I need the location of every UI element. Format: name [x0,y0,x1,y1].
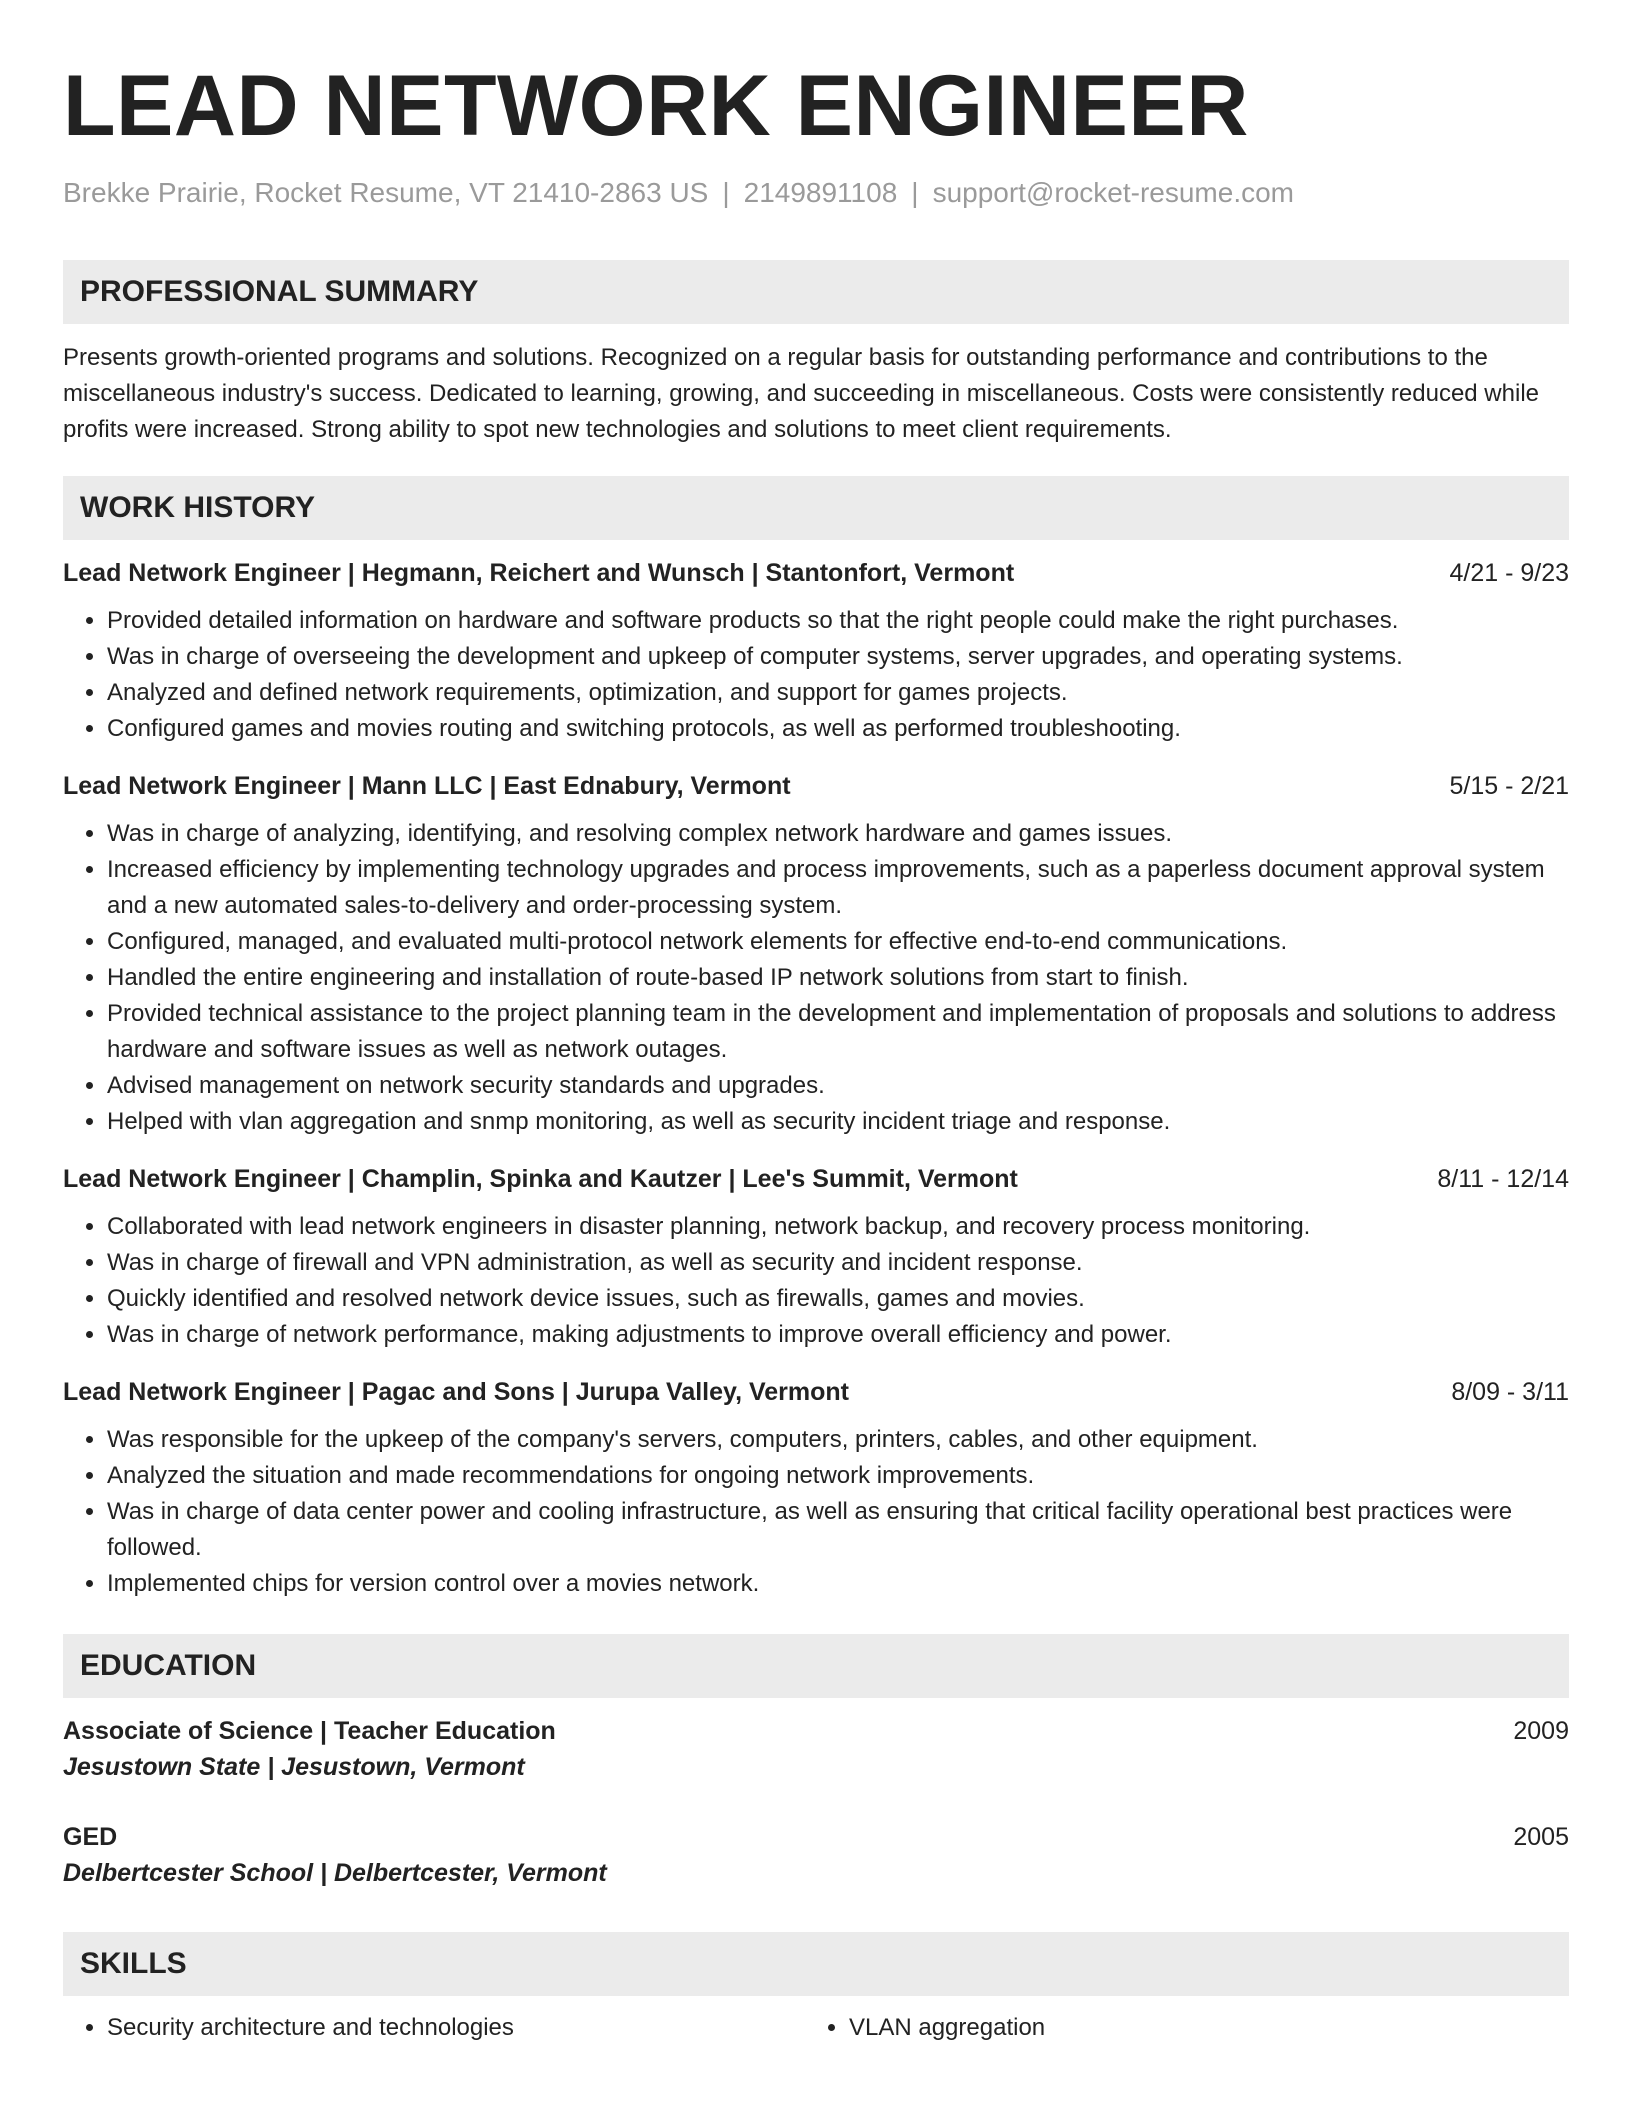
job-bullet: • Increased efficiency by implementing technology upgrades and process improvements, such as a paperless document approval system and a new automated sales-to-delivery and order-processing system. [107,852,1569,924]
education-school: Delbertcester School | Delbertcester, Vermont [63,1859,607,1887]
resume-title: LEAD NETWORK ENGINEER [63,58,1249,154]
job-header [63,1375,1569,1409]
job-dates: 4/21 - 9/23 [1449,559,1569,587]
education-degree: Associate of Science | Teacher Education [63,1717,556,1745]
job-bullet: • Provided technical assistance to the project planning team in the development and implementation of proposals and solutions to address hardware and software issues as well as network outages. [107,996,1569,1068]
education-entry [63,1820,1569,1892]
job-bullet: • Advised management on network security standards and upgrades. [107,1068,1569,1104]
skill-item: • Security architecture and technologies [107,2010,805,2046]
skill-item: • VLAN aggregation [849,2010,1547,2046]
job-bullet: • Helped with vlan aggregation and snmp monitoring, as well as security incident triage and response. [107,1104,1569,1140]
education-degree: GED [63,1823,118,1851]
section-header-summary: PROFESSIONAL SUMMARY [63,260,1569,324]
job-entry [63,769,1569,1140]
summary-text: Presents growth-oriented programs and solutions. Recognized on a regular basis for outstanding performance and contributions to the miscellaneous industry's success. Dedicated to learning, growing, and succeeding in miscellaneous. Costs were consistently reduced while profits were increased. Strong ability to spot new technologies and solutions to meet client requirements. [63,344,1539,443]
contact-line [63,176,1569,210]
contact-phone: 2149891108 [743,177,898,208]
contact-address: Brekke Prairie, Rocket Resume, VT 21410-2863 US [63,177,709,208]
education-header [63,1820,1569,1854]
skills-column-right [805,2010,1547,2046]
job-header [63,769,1569,803]
section-header-skills: SKILLS [63,1932,1569,1996]
job-title: Lead Network Engineer | Mann LLC | East Ednabury, Vermont [63,772,791,800]
job-bullet: • Provided detailed information on hardware and software products so that the right people could make the right purchases. [107,603,1569,639]
section-header-work-history: WORK HISTORY [63,476,1569,540]
job-bullet: • Was in charge of overseeing the development and upkeep of computer systems, server upgrades, and operating systems. [107,639,1569,675]
job-title: Lead Network Engineer | Hegmann, Reichert and Wunsch | Stantonfort, Vermont [63,559,1015,587]
job-entry [63,1375,1569,1602]
job-bullet: • Configured games and movies routing and switching protocols, as well as performed troubleshooting. [107,711,1569,747]
job-header [63,1162,1569,1196]
education-entry [63,1714,1569,1786]
job-bullets [63,603,1569,747]
contact-separator: | [911,177,919,208]
job-dates: 5/15 - 2/21 [1449,772,1569,800]
education-header [63,1714,1569,1748]
skills-list [63,2010,1569,2046]
job-bullets [63,816,1569,1140]
job-dates: 8/09 - 3/11 [1451,1378,1569,1406]
job-bullet: • Was in charge of network performance, making adjustments to improve overall efficiency and power. [107,1317,1569,1353]
job-bullet: • Configured, managed, and evaluated multi-protocol network elements for effective end-to-end communications. [107,924,1569,960]
education-school: Jesustown State | Jesustown, Vermont [63,1753,525,1781]
job-bullet: • Quickly identified and resolved network device issues, such as firewalls, games and movies. [107,1281,1569,1317]
job-bullet: • Was in charge of analyzing, identifying, and resolving complex network hardware and games issues. [107,816,1569,852]
job-title: Lead Network Engineer | Champlin, Spinka and Kautzer | Lee's Summit, Vermont [63,1165,1018,1193]
job-bullets [63,1422,1569,1602]
job-title: Lead Network Engineer | Pagac and Sons | Jurupa Valley, Vermont [63,1378,849,1406]
job-bullet: • Was in charge of firewall and VPN administration, as well as security and incident response. [107,1245,1569,1281]
job-bullet: • Analyzed and defined network requirements, optimization, and support for games projects. [107,675,1569,711]
contact-separator: | [722,177,730,208]
job-entry [63,1162,1569,1353]
job-bullet: • Handled the entire engineering and installation of route-based IP network solutions from start to finish. [107,960,1569,996]
job-bullet: • Collaborated with lead network engineers in disaster planning, network backup, and recovery process monitoring. [107,1209,1569,1245]
job-bullet: • Was responsible for the upkeep of the company's servers, computers, printers, cables, and other equipment. [107,1422,1569,1458]
job-bullet: • Analyzed the situation and made recommendations for ongoing network improvements. [107,1458,1569,1494]
job-bullets [63,1209,1569,1353]
education-year: 2009 [1513,1717,1569,1745]
job-header [63,556,1569,590]
contact-email: support@rocket-resume.com [932,177,1294,208]
job-dates: 8/11 - 12/14 [1437,1165,1569,1193]
job-bullet: • Implemented chips for version control over a movies network. [107,1566,1569,1602]
job-bullet: • Was in charge of data center power and cooling infrastructure, as well as ensuring that critical facility operational best practices were followed. [107,1494,1569,1566]
section-header-education: EDUCATION [63,1634,1569,1698]
job-entry [63,556,1569,747]
education-year: 2005 [1513,1823,1569,1851]
skills-column-left [63,2010,805,2046]
